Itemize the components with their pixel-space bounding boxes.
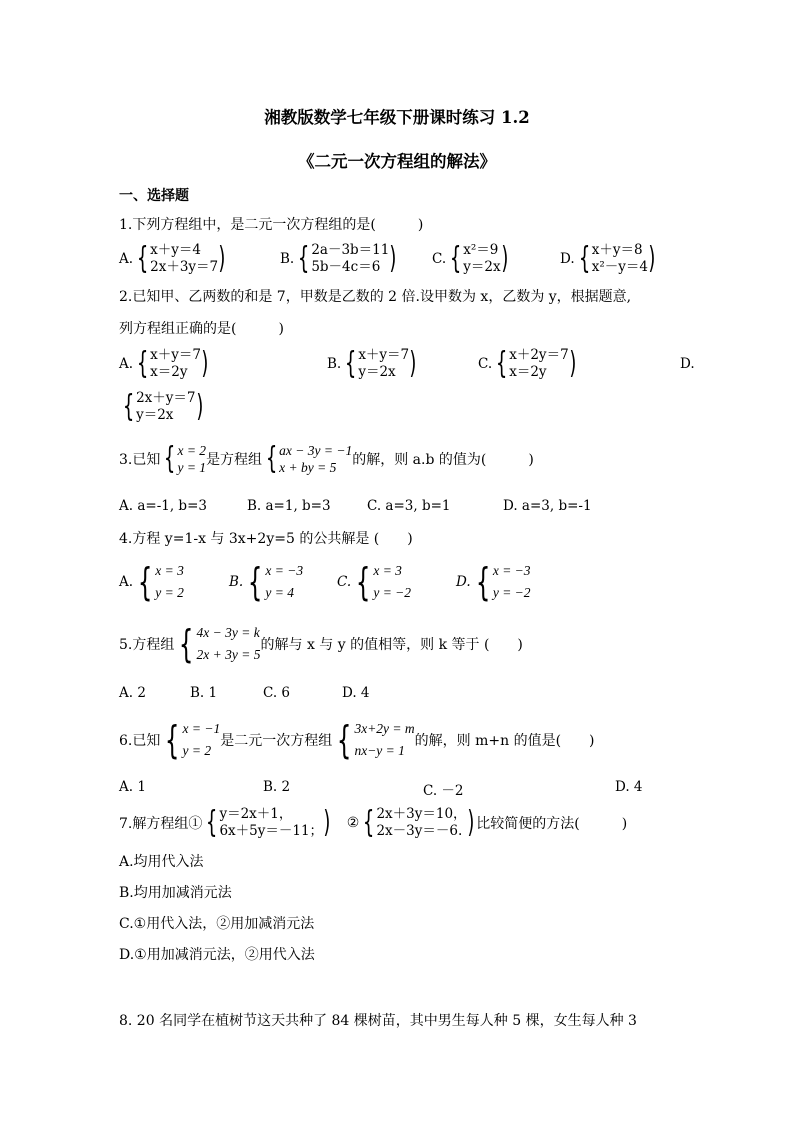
q3-option-b[interactable]: B. a=1, b=3 — [247, 498, 331, 514]
q1-option-b[interactable] — [280, 242, 399, 276]
equation: y＝2x — [136, 407, 174, 423]
q6-suffix: 的解，则 m+n 的值是( ) — [414, 733, 595, 749]
worksheet-subtitle: 《二元一次方程组的解法》 — [298, 152, 496, 171]
equation: x = 2 — [177, 443, 207, 458]
q1-option-a[interactable] — [119, 242, 228, 276]
equation: x＝2y — [509, 364, 547, 380]
q3-option-c[interactable]: C. a=3, b=1 — [367, 498, 451, 514]
equation: x + by = 5 — [279, 460, 337, 475]
equation-system: { x＋y＝4 2x＋3y＝7 ) — [136, 241, 226, 276]
equation-system: { ax − 3y = −1 x + by = 5 — [265, 441, 353, 476]
q2-option-c[interactable] — [478, 347, 578, 381]
q7-prefix: 7.解方程组① — [119, 816, 203, 832]
equation: x = −3 — [265, 563, 304, 578]
equation: y = 2 — [155, 585, 184, 600]
q6-option-c[interactable]: C. －2 — [423, 783, 464, 799]
q3-prefix: 3.已知 — [119, 452, 161, 468]
q2-stem-line2: 列方程组正确的是( ) — [119, 321, 284, 337]
equation: 2x＋y＝7 — [136, 390, 196, 406]
q3-option-a[interactable]: A. a=-1, b=3 — [119, 498, 207, 514]
q6-mid: 是二元一次方程组 — [220, 733, 333, 749]
equation: y = 4 — [265, 585, 295, 600]
equation: y = 1 — [177, 460, 207, 475]
equation: y＝2x — [463, 259, 501, 275]
q7-option-c[interactable]: C.①用代入法，②用加减消元法 — [119, 916, 315, 932]
q6-option-a[interactable]: A. 1 — [119, 779, 146, 795]
q7-stem — [119, 806, 627, 840]
equation: 3x+2y = m — [354, 721, 415, 736]
equation: y = 2 — [182, 743, 212, 758]
q4-option-b[interactable] — [229, 560, 303, 604]
option-label: A. — [119, 356, 134, 372]
equation: 6x＋5y＝－11； — [219, 823, 324, 839]
q5-option-c[interactable]: C. 6 — [263, 685, 291, 701]
q7-option-b[interactable]: B.均用加减消元法 — [119, 885, 232, 901]
q5-option-d[interactable]: D. 4 — [342, 685, 370, 701]
equation: y = −2 — [373, 585, 412, 600]
equation: 5b－4c＝6 — [311, 259, 381, 275]
q2-option-b[interactable] — [327, 347, 419, 381]
equation: 4x − 3y = k — [196, 625, 260, 640]
option-label: C. — [478, 356, 493, 372]
equation: ax − 3y = −1 — [279, 443, 353, 458]
equation-system: { x＋y＝8 x²－y＝4 ) — [578, 241, 656, 276]
option-label: A. — [119, 251, 134, 267]
equation: x＋y＝8 — [591, 242, 643, 258]
equation: 2x + 3y = 5 — [196, 647, 261, 662]
equation-system: { 2x＋y＝7 y＝2x ) — [122, 389, 203, 424]
equation-system: { x＋2y＝7 x＝2y ) — [495, 346, 577, 381]
q7-suffix: 比较简便的方法( ) — [476, 816, 628, 832]
equation-system: { x = 3 y = −2 — [355, 560, 412, 604]
q7-option-a[interactable]: A.均用代入法 — [119, 854, 204, 870]
q1-stem: 1.下列方程组中，是二元一次方程组的是( ) — [119, 217, 424, 233]
equation: x²＝9 — [463, 242, 499, 258]
option-label: D. — [456, 574, 471, 590]
equation: x＋2y＝7 — [509, 347, 569, 363]
q5-prefix: 5.方程组 — [119, 637, 175, 653]
q7-circle-2: ② — [346, 815, 360, 831]
q7-option-d[interactable]: D.①用加减消元法，②用代入法 — [119, 947, 315, 963]
q6-prefix: 6.已知 — [119, 733, 161, 749]
equation: x = −1 — [182, 721, 221, 736]
q6-option-d[interactable]: D. 4 — [615, 779, 643, 795]
equation-system: { x＋y＝7 y＝2x ) — [345, 346, 417, 381]
q4-stem: 4.方程 y=1-x 与 3x+2y=5 的公共解是 ( ) — [119, 531, 413, 547]
equation: y＝2x＋1， — [219, 806, 293, 822]
q2-option-d[interactable] — [119, 390, 205, 424]
equation: x＋y＝4 — [150, 242, 201, 258]
equation: x＋y＝7 — [358, 347, 410, 363]
section-heading: 一、选择题 — [119, 188, 189, 204]
equation: x = 3 — [155, 563, 184, 578]
q2-option-a[interactable] — [119, 347, 211, 381]
equation: x = −3 — [492, 563, 531, 578]
equation-system: { 3x+2y = m nx−y = 1 — [337, 718, 415, 762]
q2-option-d-label[interactable]: D. — [680, 356, 695, 372]
q4-option-c[interactable] — [337, 560, 411, 604]
q8-stem: 8. 20 名同学在植树节这天共种了 84 棵树苗，其中男生每人种 5 棵，女生每人种 3 — [119, 1013, 637, 1029]
equation: y = −2 — [492, 585, 531, 600]
q3-mid: 是方程组 — [206, 452, 263, 468]
q1-option-c[interactable] — [432, 242, 510, 276]
q5-option-b[interactable]: B. 1 — [190, 685, 218, 701]
equation: x = 3 — [373, 563, 402, 578]
option-label: B. — [327, 356, 342, 372]
q1-option-d[interactable] — [560, 242, 658, 276]
q3-stem — [119, 442, 534, 476]
equation: 2x－3y＝－6. — [376, 823, 463, 839]
equation: x＋y＝7 — [150, 347, 201, 363]
q4-option-a[interactable] — [119, 560, 184, 604]
equation: 2a－3b＝11 — [311, 242, 390, 258]
q3-suffix: 的解，则 a.b 的值为( ) — [352, 452, 534, 468]
equation: 2x＋3y＝10， — [376, 806, 467, 822]
equation-system: { x²＝9 y＝2x ) — [449, 241, 508, 276]
option-label: C. — [432, 251, 447, 267]
equation: nx−y = 1 — [354, 743, 405, 758]
equation-system: { x = −3 y = −2 — [475, 560, 531, 604]
option-label: A. — [119, 574, 134, 590]
q6-stem — [119, 718, 595, 762]
equation: x²－y＝4 — [591, 259, 648, 275]
q4-option-d[interactable] — [456, 560, 531, 604]
q2-stem-line1: 2.已知甲、乙两数的和是 7，甲数是乙数的 2 倍.设甲数为 x，乙数为 y，根据题意, — [119, 289, 632, 305]
q5-suffix: 的解与 x 与 y 的值相等，则 k 等于 ( ) — [260, 637, 523, 653]
equation: 2x＋3y＝7 — [150, 259, 219, 275]
q5-option-a[interactable]: A. 2 — [119, 685, 146, 701]
equation-system: { 2a－3b＝11 5b－4c＝6 ) — [298, 241, 397, 276]
equation-system: { x = 3 y = 2 — [137, 560, 184, 604]
q5-stem — [119, 622, 523, 666]
q3-option-d[interactable]: D. a=3, b=-1 — [503, 498, 592, 514]
equation: x＝2y — [150, 364, 188, 380]
equation: y＝2x — [358, 364, 396, 380]
option-label: B. — [229, 574, 244, 590]
equation-system: { x＋y＝7 x＝2y ) — [136, 346, 209, 381]
equation-system-2: { 2x＋3y＝10， 2x－3y＝－6. ) — [363, 805, 474, 840]
option-label: D. — [560, 251, 575, 267]
solution-system: { x = 2 y = 1 — [164, 441, 207, 476]
equation-system: { 4x − 3y = k 2x + 3y = 5 — [179, 622, 261, 666]
equation-system: { x = −3 y = 4 — [248, 560, 304, 604]
option-label: B. — [280, 251, 295, 267]
option-label: C. — [337, 574, 352, 590]
solution-system: { x = −1 y = 2 — [165, 718, 221, 762]
q6-option-b[interactable]: B. 2 — [263, 779, 291, 795]
worksheet-title: 湘教版数学七年级下册课时练习 1.2 — [264, 108, 530, 127]
equation-system-1: { y＝2x＋1， 6x＋5y＝－11； ) — [206, 805, 331, 840]
